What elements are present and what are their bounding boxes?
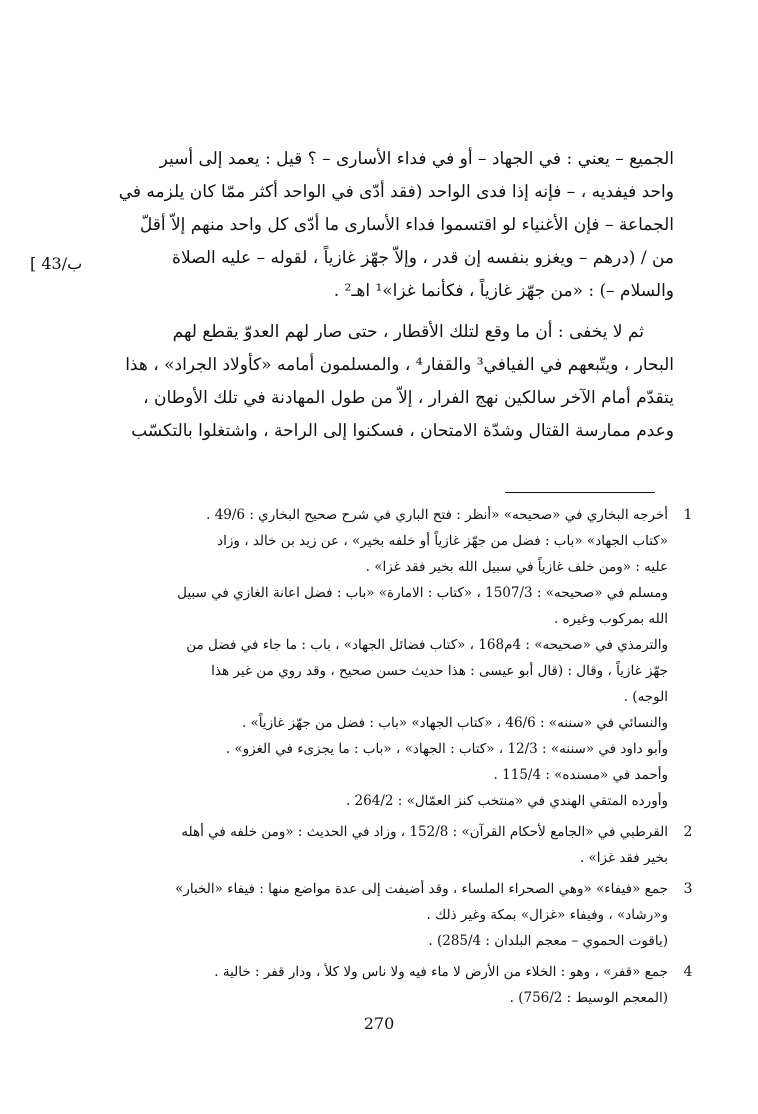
footnote-line: ومسلم في «صحيحه» : 1507/3 ، «كتاب : الامارة» «باب : فضل اعانة الغازي في سبيل <box>177 585 668 601</box>
footnote-line: بخير فقد غزا» . <box>579 850 668 866</box>
page-number: 270 <box>363 1014 395 1033</box>
footnote-line: وأورده المتقي الهندي في «منتخب كنز العمّال» : 264/2 . <box>345 793 668 809</box>
footnotes <box>88 502 708 1016</box>
footnote-line: والنسائي في «سننه» : 46/6 ، «كتاب الجهاد» «باب : فضل من جهّز غازياً» . <box>241 715 668 731</box>
footnote-line: أخرجه البخاري في «صحيحه» «أنظر : فتح الباري في شرح صحيح البخاري : 49/6 . <box>206 507 668 523</box>
main-text-line: من / (درهم – ويغزو بنفسه إن قدر ، وإلاّ جهّز غازياً ، لقوله – عليه الصلاة <box>172 248 674 268</box>
footnote-4 <box>88 959 708 1011</box>
main-text-line: ثم لا يخفى : أن ما وقع لتلك الأقطار ، حتى صار لهم العدوّ يقطع لهم <box>172 322 644 342</box>
footnote-3 <box>88 876 708 954</box>
main-text-line: البحار ، ويتّبعهم في الفيافي³ والقفار⁴ ، والمسلمون أمامه «كأولاد الجراد» ، هذا <box>125 355 674 375</box>
footnote-separator <box>505 492 655 493</box>
footnote-2 <box>88 819 708 871</box>
footnote-line: وأحمد في «مسنده» : 115/4 . <box>493 767 668 783</box>
main-text <box>88 143 674 448</box>
footnote-line: الله بمركوب وغيره . <box>553 611 668 627</box>
main-text-line: والسلام –) : «من جهّز غازياً ، فكأنما غزا»¹ اهـ² . <box>333 281 674 301</box>
footnote-line: جمع «قفر» ، وهو : الخلاء من الأرض لا ماء فيه ولا ناس ولا كلأ ، ودار قفر : خالية . <box>214 964 668 980</box>
footnote-number: 4 <box>683 964 693 980</box>
main-text-line: واحد فيفديه ، – فإنه إذا فدى الواحد (فقد أدّى في الواحد أكثر ممّا كان يلزمه في <box>118 182 674 202</box>
footnote-line: جمع «فيفاء» «وهي الصحراء الملساء ، وقد أضيفت إلى عدة مواضع منها : فيفاء «الخبار» <box>175 881 668 897</box>
footnote-number: 3 <box>683 881 693 897</box>
footnote-1 <box>88 502 708 814</box>
footnote-number: 2 <box>683 824 693 840</box>
footnote-line: (ياقوت الحموي – معجم البلدان : 285/4) . <box>428 933 668 949</box>
footnote-line: والترمذي في «صحيحه» : 4م168 ، «كتاب فضائل الجهاد» ، باب : ما جاء في فضل من <box>186 637 668 653</box>
footnote-line: جهّز غازياً ، وقال : (قال أبو عيسى : هذا حديث حسن صحيح ، وقد روي من غير هذا <box>211 663 668 679</box>
footnote-line: الوجه) . <box>623 689 668 705</box>
marginal-folio-reference: [ 43/ب <box>30 254 83 273</box>
footnote-line: عليه : «ومن خلف غازياً في سبيل الله بخير فقد غزا» . <box>365 559 668 575</box>
footnote-line: «كتاب الجهاد» «باب : فضل من جهّز غازياً أو خلفه بخير» ، عن زيد بن خالد ، وزاد <box>217 533 668 549</box>
footnote-line: و«رشاد» ، وفيفاء «غزال» بمكة وغير ذلك . <box>426 907 668 923</box>
footnote-line: القرطبي في «الجامع لأحكام القرآن» : 152/8 ، وزاد في الحديث : «ومن خلفه في أهله <box>181 824 668 840</box>
footnote-line: (المعجم الوسيط : 756/2) . <box>509 990 668 1006</box>
main-text-line: الجميع – يعني : في الجهاد – أو في فداء الأسارى – ؟ قيل : يعمد إلى أسير <box>159 149 674 169</box>
main-text-line: يتقدّم أمام الآخر سالكين نهج الفرار ، إلاّ من طول المهادنة في تلك الأوطان ، <box>143 388 674 408</box>
main-text-line: الجماعة – فإن الأغنياء لو اقتسموا فداء الأسارى ما أدّى كل واحد منهم إلاّ أقلّ <box>139 215 674 235</box>
main-text-line: وعدم ممارسة القتال وشدّة الامتحان ، فسكنوا إلى الراحة ، واشتغلوا بالتكسّب <box>131 421 674 441</box>
footnote-line: وأبو داود في «سننه» : 12/3 ، «كتاب : الجهاد» ، «باب : ما يجزىء في الغزو» . <box>225 741 668 757</box>
footnote-number: 1 <box>683 507 693 523</box>
